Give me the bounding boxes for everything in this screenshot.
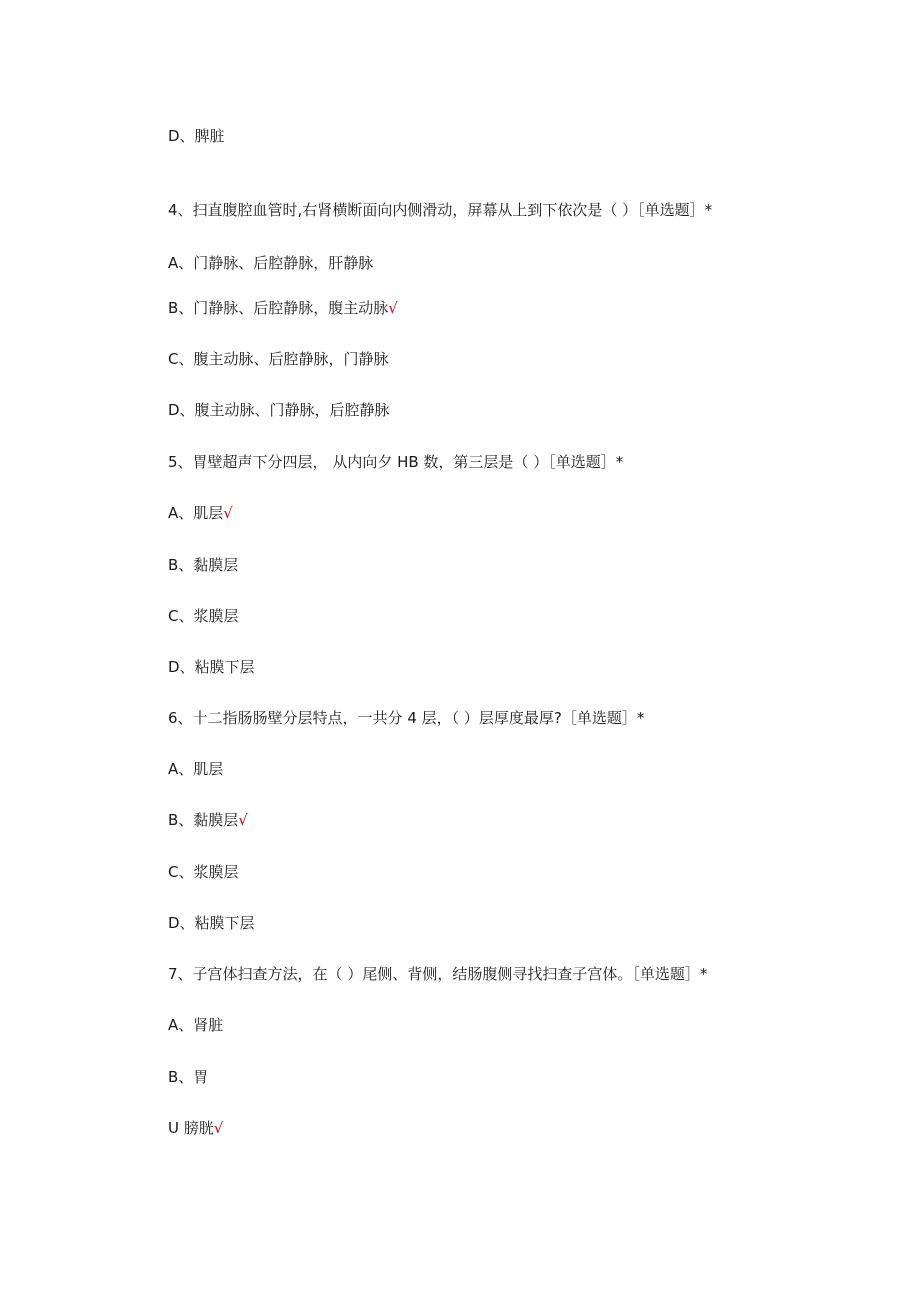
option-a-q4: A、门静脉、后腔静脉，肝静脉 — [168, 254, 374, 272]
option-d-q6: D、粘膜下层 — [168, 914, 255, 932]
question-5: 5、胃壁超声下分四层， 从内向夕 HB 数，第三层是（ ）［单选题］* — [168, 453, 624, 471]
option-b-q6: B、黏膜层√ — [168, 811, 248, 829]
option-d-q4: D、腹主动脉、门静脉，后腔静脉 — [168, 401, 390, 419]
question-7: 7、子宫体扫查方法，在（ ）尾侧、背侧，结肠腹侧寻找扫查子宫体。［单选题］* — [168, 965, 708, 983]
option-b-q7: B、胃 — [168, 1068, 209, 1086]
option-a-q7: A、肾脏 — [168, 1016, 224, 1034]
correct-mark: √ — [388, 299, 398, 317]
option-c-q5: C、浆膜层 — [168, 607, 239, 625]
correct-mark: √ — [213, 1119, 224, 1137]
question-4: 4、扫直腹腔血管时,右肾横断面向内侧滑动，屏幕从上到下依次是（ ）［单选题］* — [168, 201, 713, 219]
option-c-q4: C、腹主动脉、后腔静脉，门静脉 — [168, 350, 389, 368]
option-d-q5: D、粘膜下层 — [168, 658, 255, 676]
correct-mark: √ — [223, 504, 233, 522]
option-b-q5: B、黏膜层 — [168, 556, 239, 574]
option-d-q3: D、脾脏 — [168, 127, 225, 145]
option-b-q4: B、门静脉、后腔静脉，腹主动脉√ — [168, 299, 398, 317]
option-c-q6: C、浆膜层 — [168, 863, 239, 881]
option-a-q6: A、肌层 — [168, 760, 224, 778]
option-a-q5: A、肌层√ — [168, 504, 233, 522]
correct-mark: √ — [238, 811, 248, 829]
option-c-q7: U 膀胱√ — [168, 1119, 224, 1137]
question-6: 6、十二指肠肠壁分层特点，一共分 4 层，（ ）层厚度最厚?［单选题］* — [168, 709, 645, 727]
